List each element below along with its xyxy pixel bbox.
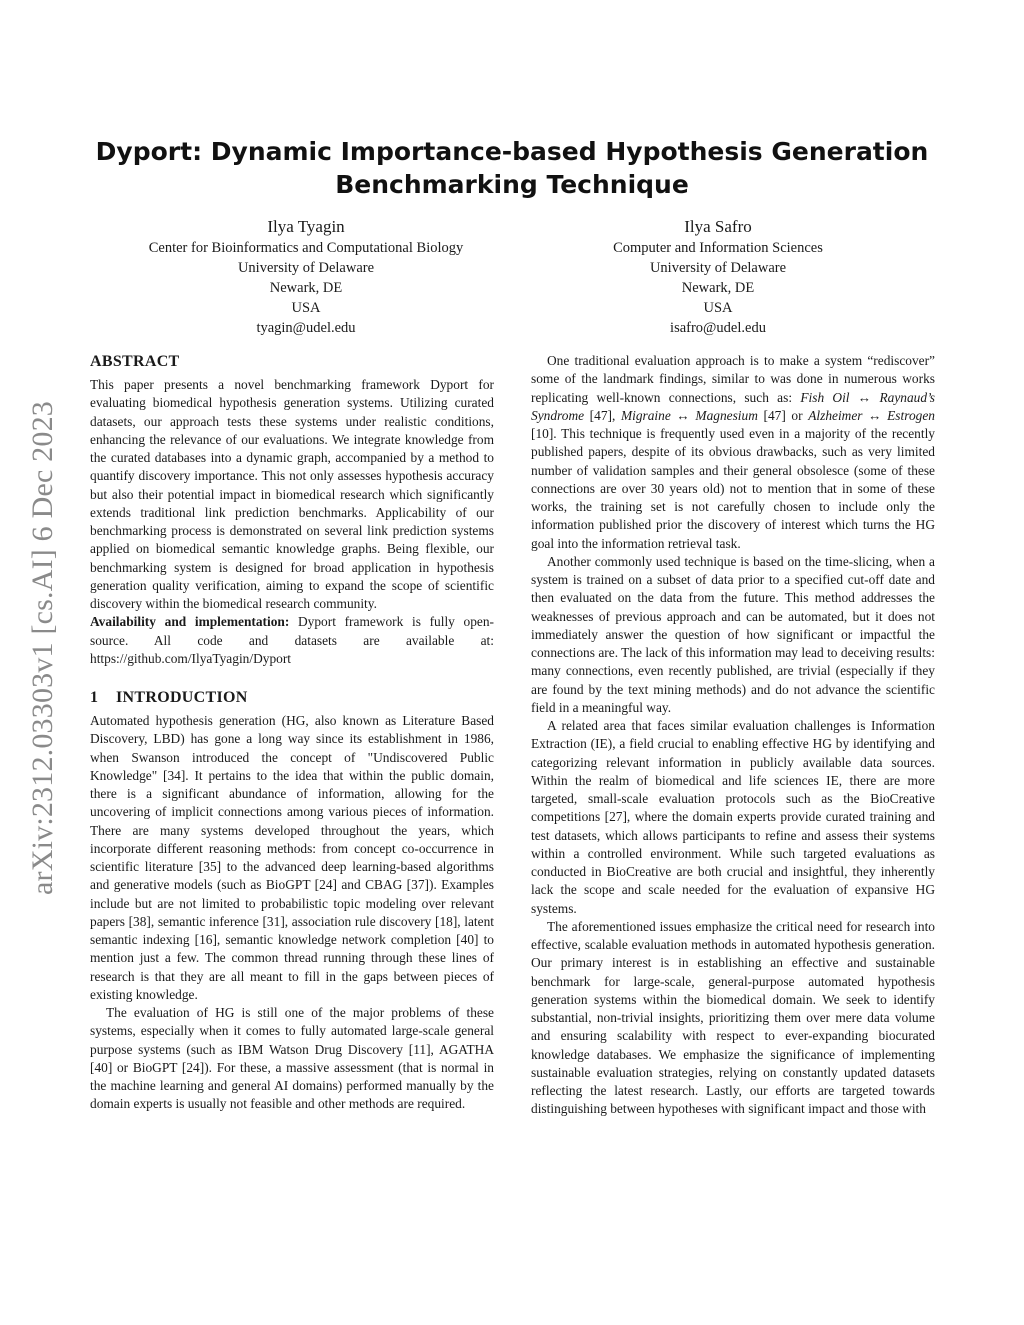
- abstract-text: This paper presents a novel benchmarking framework Dyport for evaluating biomedical hypothesis generation systems. Utilizing curated datasets, our approach tests these systems under realistic conditions, enhancing the relevance of our evaluations. We integrate knowledge from the curated databases into a dynamic graph, accompanied by a method to quantify discovery importance. This not only assesses hypothesis accuracy but also their potential impact in biomedical research which significantly extends traditional link prediction benchmarks. Applicability of our benchmarking process is demonstrated on several link prediction systems applied on biomedical semantic knowledge graphs. Being flexible, our benchmarking system is designed for broad application in hypothesis generation quality verification, aiming to expand the scope of scientific discovery within the biomedical research community.: [90, 377, 494, 611]
- author-institution: University of Delaware: [237, 260, 375, 276]
- text-run: [47] or: [757, 407, 809, 423]
- author-block-2: [508, 216, 928, 338]
- right-paragraph-4: The aforementioned issues emphasize the critical need for research into effective, scalable evaluation methods in automated hypothesis generation. Our primary interest is in establishing an effective and sustainable benchmark for large-scale, general-purpose automated hypothesis generation systems within the biomedical domain. We seek to identify substantial, non-trivial insights, prioritizing them over mere data volume and ensuring scalability with respect to ever-expanding biocurated knowledge databases. We emphasize the significance of implementing sustainable evaluation strategies, relying on constantly updated datasets reflecting the latest research. Lastly, our efforts are targeted towards distinguishing between hypotheses with significant impact and those with: [531, 918, 935, 1117]
- title-line-1: Dyport: Dynamic Importance-based Hypothesis Generation: [95, 137, 929, 166]
- introduction-heading: [90, 688, 494, 708]
- author-name: Ilya Safro: [684, 217, 752, 236]
- right-paragraph-1: [531, 352, 935, 553]
- section-title: INTRODUCTION: [116, 689, 248, 706]
- arxiv-identifier-stamp: arXiv:2312.03303v1 [cs.AI] 6 Dec 2023: [26, 401, 59, 895]
- text-run: [47],: [584, 407, 621, 423]
- text-run: [10]. This technique is frequently used even in a majority of the recently published papers, despite of its obvious drawbacks, such as very limited number of validation samples and their general obsolesce (some of these connections are over 30 years old) not to mention that in some of these works, the training set is not carefully chosen to include only the information published prior the discovery of interest which turns the HG goal into the information retrieval task.: [531, 426, 935, 551]
- title-line-2: Benchmarking Technique: [335, 170, 689, 199]
- author-block-1: [96, 216, 516, 338]
- right-paragraph-2: Another commonly used technique is based on the time-slicing, when a system is trained on a subset of data prior to a specified cut-off date and then evaluated on the data from the future. This method addresses the weaknesses of previous approach and can be automated, but it does not immediately answer the question of how significant or impactful the connections are. The lack of this information may lead to deceiving results: many connections, even recently published, are trivial (especially if they are found by the text mining methods) and do not advance the scientific field in a meaningful way.: [531, 553, 935, 715]
- availability-paragraph: [90, 613, 494, 668]
- author-country: USA: [703, 300, 733, 316]
- author-affiliation: Computer and Information Sciences: [613, 240, 823, 256]
- text-run: One traditional evaluation approach is to make a system “rediscover” some of the landmark findings, similar to was done in numerous works replicating well-known connections, such as:: [531, 353, 935, 405]
- intro-paragraph-1: Automated hypothesis generation (HG, also known as Literature Based Discovery, LBD) has gone a long way since its establishment in 1986, when Swanson introduced the concept of "Undiscovered Public Knowledge" [34]. It pertains to the idea that within the public domain, there is a significant abundance of information, allowing for the uncovering of implicit connections among various pieces of information. There are many systems developed throughout the years, which incorporate different reasoning methods: from concept co-occurrence in scientific literature [35] to the advanced deep learning-based algorithms and generative models (such as BioGPT [24] and CBAG [37]). Examples include but are not limited to probabilistic topic modeling over relevant papers [38], semantic inference [31], association rule discovery [18], latent semantic indexing [16], semantic knowledge network completion [40] to mention just a few. The common thread running through these lines of research is that they are all meant to fill in the gaps between pieces of existing knowledge.: [90, 713, 494, 1002]
- intro-paragraph-2: The evaluation of HG is still one of the major problems of these systems, especially when it comes to fully automated large-scale general purpose systems (such as IBM Watson Drug Discovery [11], AGATHA [40] or BioGPT [24]). For these, a massive assessment (that is normal in the machine learning and general AI domains) performed manually by the domain experts is usually not feasible and other methods are required.: [90, 1005, 494, 1112]
- author-email: isafro@udel.edu: [670, 320, 766, 336]
- italic-term: Alzheimer ↔ Estrogen: [808, 407, 935, 423]
- author-city: Newark, DE: [681, 280, 755, 296]
- right-column: [531, 352, 935, 1119]
- author-country: USA: [291, 300, 321, 316]
- author-city: Newark, DE: [269, 280, 343, 296]
- left-column: [90, 352, 494, 1114]
- author-institution: University of Delaware: [649, 260, 787, 276]
- author-affiliation: Center for Bioinformatics and Computational Biology: [148, 240, 464, 256]
- paper-title: [90, 135, 934, 201]
- availability-label: Availability and implementation:: [90, 614, 290, 630]
- abstract-heading: ABSTRACT: [90, 353, 180, 370]
- section-number: 1: [90, 689, 99, 706]
- author-name: Ilya Tyagin: [267, 217, 345, 236]
- right-paragraph-3: A related area that faces similar evaluation challenges is Information Extraction (IE), a field crucial to enabling effective HG by identifying and categorizing relevant information in publicly available data sources. Within the realm of biomedical and life sciences IE, there are more targeted, small-scale evaluation protocols such as the BioCreative competitions [27], where the domain experts provide curated training and test datasets, which allows participants to refine and assess their systems within a controlled environment. While such targeted evaluations as conducted in BioCreative are both crucial and insightful, they inherently lack the scope and scale needed for the evaluation of expansive HG systems.: [531, 718, 935, 916]
- availability-text: Dyport framework is fully open-source. All code and datasets are available at: https://github.com/IlyaTyagin/Dyport: [90, 614, 494, 666]
- italic-term: Migraine ↔ Magnesium: [620, 407, 758, 423]
- author-email: tyagin@udel.edu: [256, 320, 356, 336]
- italic-term: Fish Oil ↔ Raynaud’s Syndrome: [531, 389, 935, 423]
